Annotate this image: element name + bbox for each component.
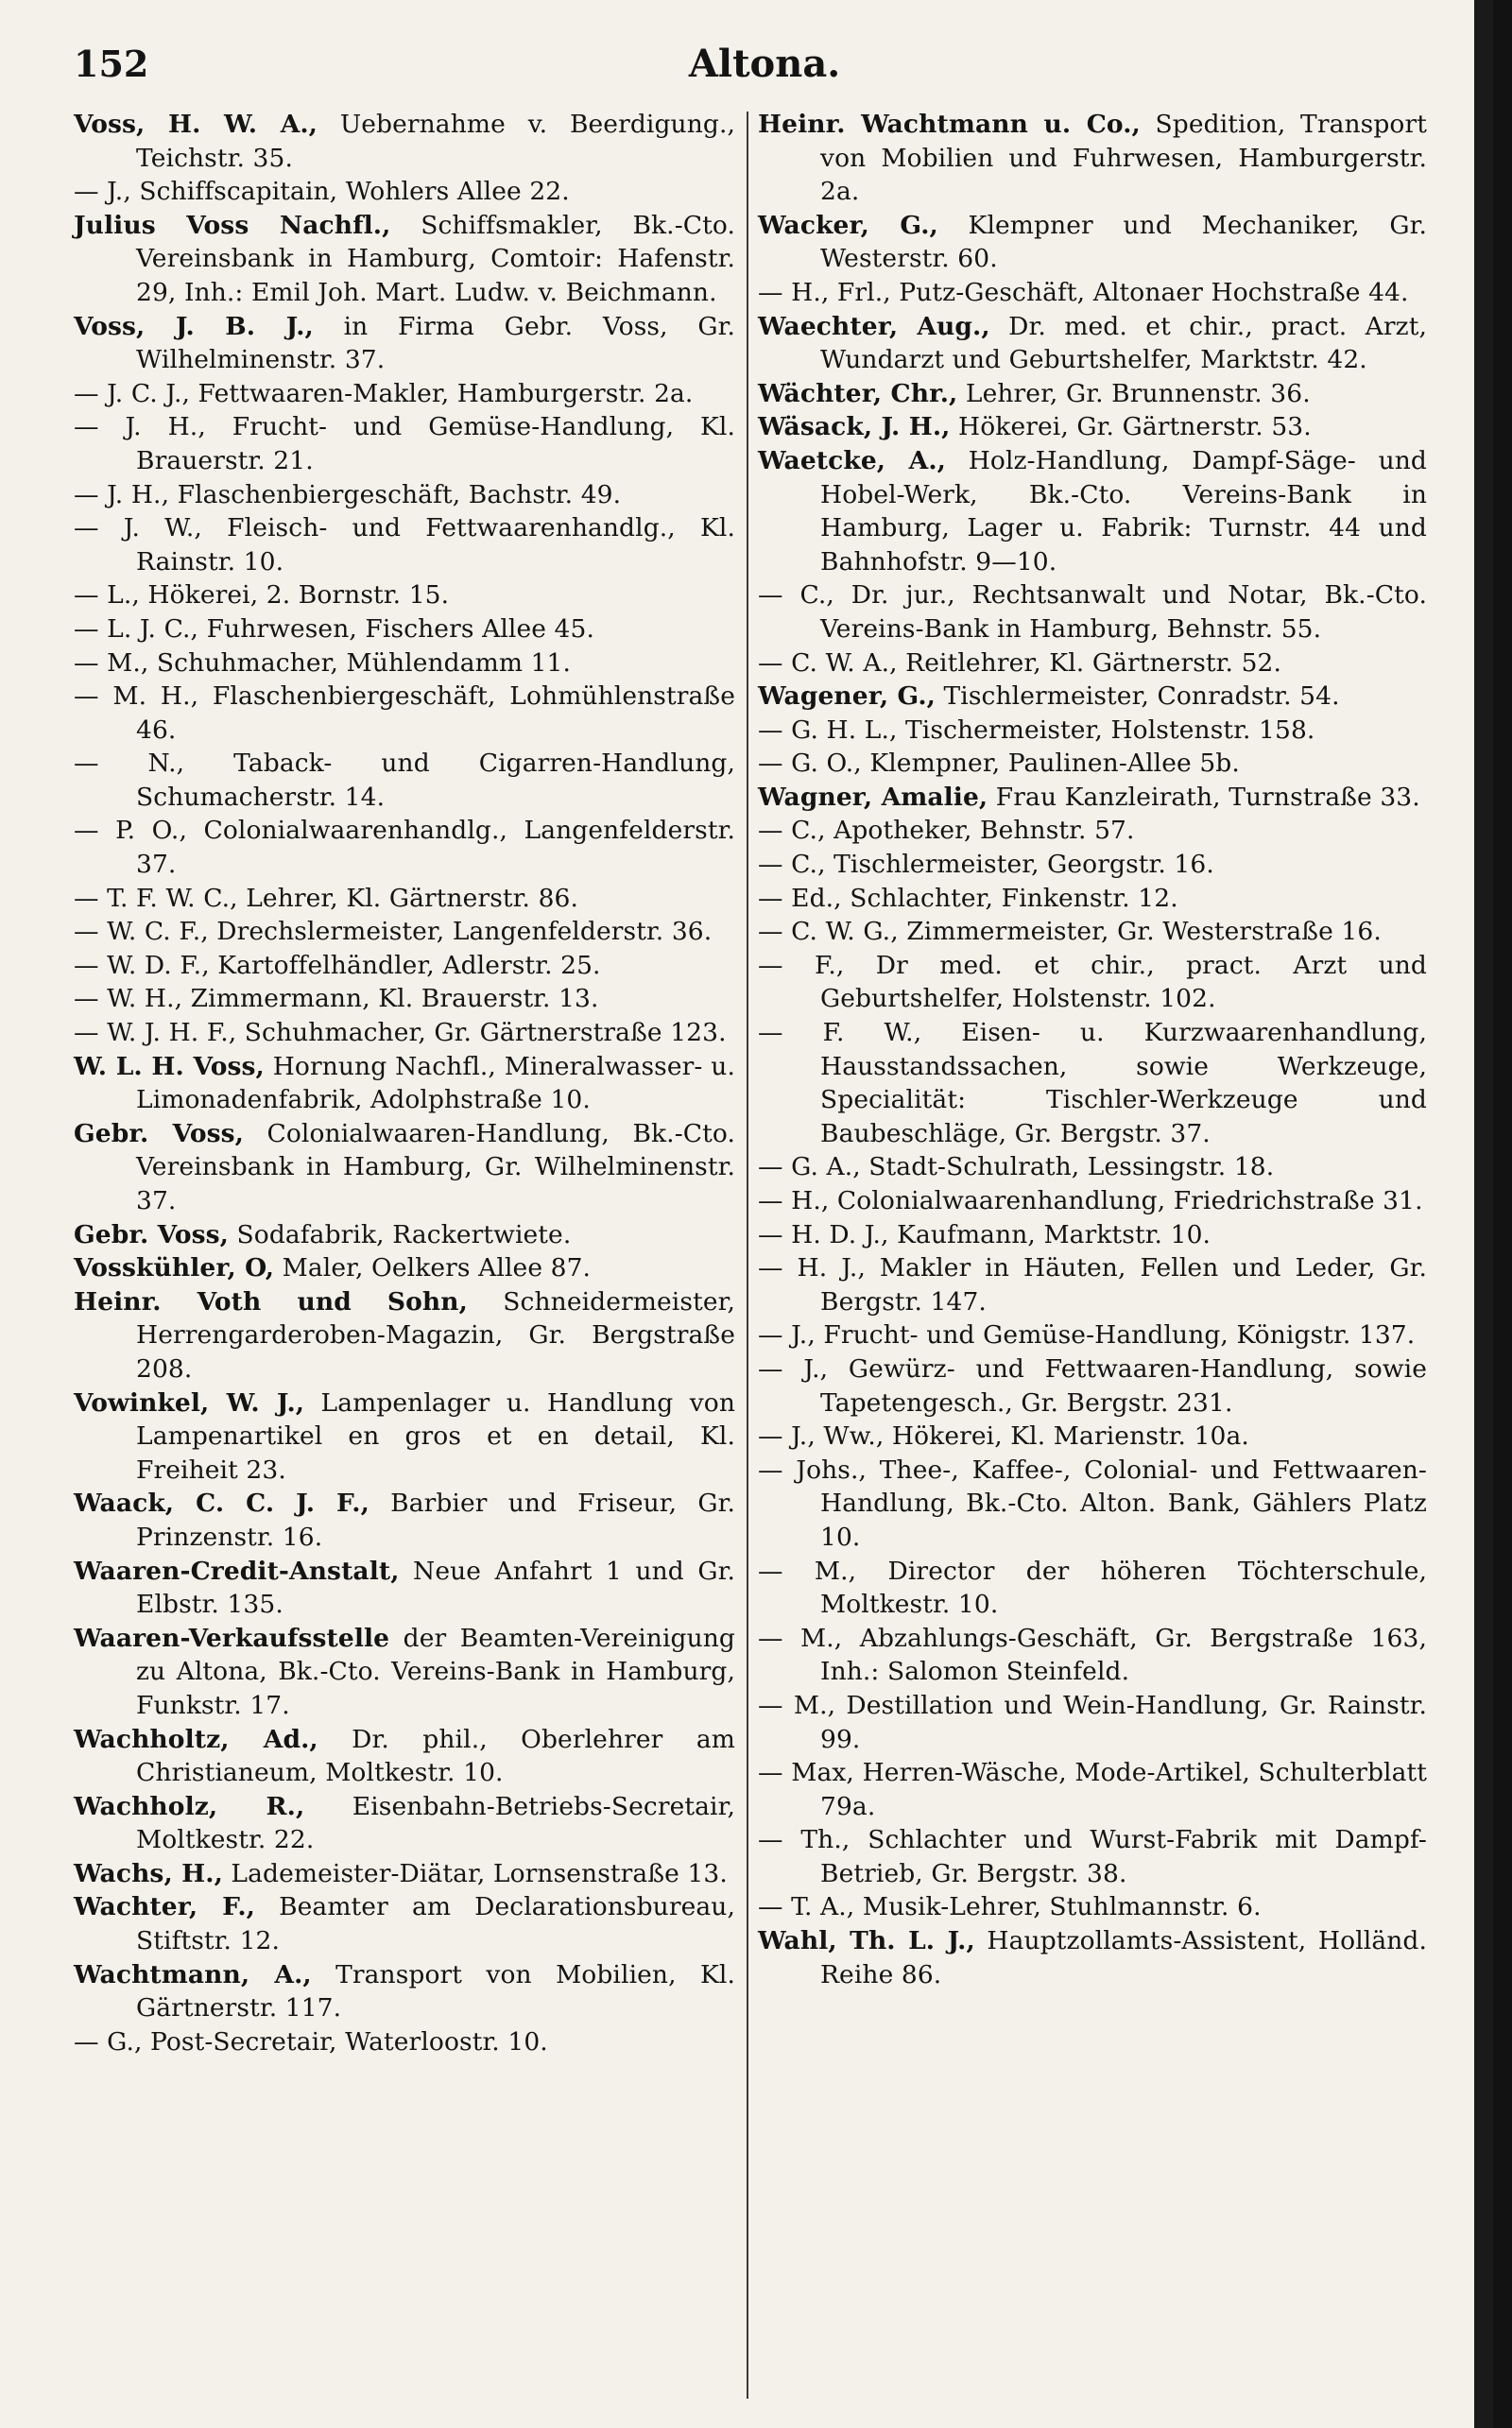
directory-entry	[74, 915, 735, 949]
entry-name: W. L. H. Voss,	[74, 1051, 265, 1081]
entry-details: — J., Schiffscapitain, Wohlers Allee 22.	[74, 177, 570, 207]
entry-name: Gebr. Voss,	[74, 1118, 244, 1148]
directory-entry	[758, 1689, 1427, 1756]
entry-details: Lademeister-Diätar, Lornsenstraße 13.	[222, 1858, 728, 1888]
entry-name: Wacker, G.,	[758, 210, 938, 240]
directory-entry	[758, 377, 1427, 411]
directory-entry	[74, 612, 735, 646]
entry-details: — M., Destillation und Wein-Handlung, Gr. Rainstr. 99.	[758, 1690, 1427, 1754]
entry-details: — J., Ww., Hökerei, Kl. Marienstr. 10a.	[758, 1421, 1249, 1452]
entry-details: — F. W., Eisen- u. Kurzwaarenhandlung, Hausstandssachen, sowie Werkzeuge, Specialität: Tischler-Werkzeuge und Baubeschläge, Gr. Bergstr. 37.	[758, 1018, 1427, 1148]
directory-entry	[758, 1890, 1427, 1924]
entry-name: Wachtmann, A.,	[74, 1959, 312, 1989]
entry-details: — J. H., Flaschenbiergeschäft, Bachstr. 49.	[74, 479, 622, 509]
directory-entry	[74, 646, 735, 680]
directory-entry	[74, 1487, 735, 1554]
directory-entry	[758, 1756, 1427, 1823]
entry-details: — G., Post-Secretair, Waterloostr. 10.	[74, 2026, 548, 2057]
directory-entry	[758, 1352, 1427, 1420]
entry-details: — J. H., Frucht- und Gemüse-Handlung, Kl. Brauerstr. 21.	[74, 412, 735, 475]
entry-details: — H., Colonialwaarenhandlung, Friedrichstraße 31.	[758, 1186, 1423, 1215]
entry-name: Gebr. Voss,	[74, 1219, 229, 1249]
entry-name: Heinr. Voth und Sohn,	[74, 1286, 468, 1317]
entry-details: Holz-Handlung, Dampf-Säge- und Hobel-Werk, Bk.-Cto. Vereins-Bank in Hamburg, Lager u. Fabrik: Turnstr. 44 und Bahnhofstr. 9—10.	[820, 445, 1427, 577]
directory-entry	[74, 680, 735, 747]
directory-entry	[758, 310, 1427, 377]
directory-entry	[74, 511, 735, 578]
entry-details: — M. H., Flaschenbiergeschäft, Lohmühlenstraße 46.	[74, 681, 735, 745]
entry-details: — M., Director der höheren Töchterschule, Moltkestr. 10.	[758, 1556, 1427, 1620]
entry-details: Maler, Oelkers Allee 87.	[274, 1253, 592, 1283]
directory-entry	[74, 1958, 735, 2025]
directory-entry	[74, 410, 735, 477]
entry-details: — L., Hökerei, 2. Bornstr. 15.	[74, 580, 450, 611]
entry-details: Colonialwaaren-Handlung, Bk.-Cto. Vereinsbank in Hamburg, Gr. Wilhelminenstr. 37.	[136, 1118, 735, 1215]
directory-entry	[74, 1890, 735, 1957]
entry-details: — M., Abzahlungs-Geschäft, Gr. Bergstraße 163, Inh.: Salomon Steinfeld.	[758, 1623, 1427, 1687]
entry-details: — J. C. J., Fettwaaren-Makler, Hamburgerstr. 2a.	[74, 378, 694, 408]
directory-entry	[758, 1622, 1427, 1689]
directory-entry	[74, 1016, 735, 1050]
entry-details: Spedition, Transport von Mobilien und Fuhrwesen, Hamburgerstr. 2a.	[820, 110, 1427, 207]
directory-entry	[74, 478, 735, 512]
entry-details: Klempner und Mechaniker, Gr. Westerstr. 60.	[820, 210, 1427, 274]
directory-entry	[758, 276, 1427, 310]
entry-details: — C., Tischlermeister, Georgstr. 16.	[758, 850, 1214, 880]
entry-details: — F., Dr med. et chir., pract. Arzt und Geburtshelfer, Holstenstr. 102.	[758, 950, 1427, 1014]
entry-details: Dr. med. et chir., pract. Arzt, Wundarzt und Geburtshelfer, Marktstr. 42.	[820, 311, 1427, 375]
entry-name: Wäsack, J. H.,	[758, 412, 951, 442]
entry-name: Wachholtz, Ad.,	[74, 1724, 318, 1754]
entry-details: — P. O., Colonialwaarenhandlg., Langenfelderstr. 37.	[74, 816, 735, 880]
entry-name: Wagener, G.,	[758, 681, 936, 712]
page-number: 152	[74, 43, 149, 85]
entry-name: Wachs, H.,	[74, 1858, 223, 1888]
directory-entry	[758, 1218, 1427, 1252]
entry-details: — Johs., Thee-, Kaffee-, Colonial- und Fettwaaren-Handlung, Bk.-Cto. Alton. Bank, Gählers Platz 10.	[758, 1455, 1427, 1552]
directory-entry	[758, 444, 1427, 578]
entry-details: Schiffsmakler, Bk.-Cto. Vereinsbank in Hamburg, Comtoir: Hafenstr. 29, Inh.: Emil Joh. Mart. Ludw. v. Beichmann.	[136, 210, 736, 307]
directory-entry	[74, 1117, 735, 1218]
directory-entry	[758, 578, 1427, 646]
entry-details: — W. J. H. F., Schuhmacher, Gr. Gärtnerstraße 123.	[74, 1018, 727, 1048]
entry-details: — W. D. F., Kartoffelhändler, Adlerstr. 25.	[74, 950, 601, 980]
entry-details: — C., Apotheker, Behnstr. 57.	[758, 816, 1135, 846]
entry-details: Schneidermeister, Herrengarderoben-Magazin, Gr. Bergstraße 208.	[136, 1286, 735, 1384]
entry-name: Waechter, Aug.,	[758, 311, 990, 341]
entry-details: Lampenlager u. Handlung von Lampenartikel en gros et en detail, Kl. Freiheit 23.	[136, 1387, 735, 1485]
entry-details: Transport von Mobilien, Kl. Gärtnerstr. 117.	[136, 1959, 735, 2023]
entry-details: — N., Taback- und Cigarren-Handlung, Schumacherstr. 14.	[74, 749, 735, 812]
directory-entry	[74, 1790, 735, 1857]
entry-details: — H. J., Makler in Häuten, Fellen und Leder, Gr. Bergstr. 147.	[758, 1253, 1427, 1317]
directory-entry	[758, 1184, 1427, 1218]
directory-entry	[74, 982, 735, 1016]
directory-entry	[758, 1150, 1427, 1184]
entry-name: Waack, C. C. J. F.,	[74, 1489, 369, 1519]
directory-entry	[74, 108, 735, 175]
directory-entry	[74, 1050, 735, 1117]
directory-entry	[758, 1454, 1427, 1555]
entry-details: — J., Gewürz- und Fettwaaren-Handlung, sowie Tapetengesch., Gr. Bergstr. 231.	[758, 1353, 1427, 1418]
directory-entry	[74, 1386, 735, 1488]
directory-entry	[74, 747, 735, 814]
book-spine-edge	[1474, 0, 1493, 2428]
entry-details: Frau Kanzleirath, Turnstraße 33.	[988, 782, 1420, 812]
running-title: Altona.	[688, 42, 841, 86]
entry-details: — C. W. G., Zimmermeister, Gr. Westerstraße 16.	[758, 917, 1382, 947]
directory-entry	[758, 1318, 1427, 1352]
entry-details: der Beamten-Vereinigung zu Altona, Bk.-Cto. Vereins-Bank in Hamburg, Funkstr. 17.	[136, 1623, 735, 1720]
left-column	[74, 108, 735, 2058]
right-column	[758, 108, 1427, 1991]
directory-entry	[74, 1622, 735, 1723]
entry-details: — H. D. J., Kaufmann, Marktstr. 10.	[758, 1219, 1211, 1249]
entry-details: — H., Frl., Putz-Geschäft, Altonaer Hochstraße 44.	[758, 277, 1409, 307]
entry-details: — G. A., Stadt-Schulrath, Lessingstr. 18.	[758, 1152, 1275, 1182]
entry-details: Sodafabrik, Rackertwiete.	[228, 1219, 572, 1249]
directory-entry	[758, 714, 1427, 748]
entry-details: Beamter am Declarationsbureau, Stiftstr. 12.	[136, 1892, 735, 1956]
directory-entry	[74, 209, 735, 310]
directory-entry	[758, 1555, 1427, 1622]
directory-entry	[74, 377, 735, 411]
directory-entry	[758, 680, 1427, 714]
entry-name: Voss, H. W. A.,	[74, 110, 318, 139]
entry-details: Eisenbahn-Betriebs-Secretair, Moltkestr. 22.	[136, 1791, 735, 1855]
directory-entry	[758, 1016, 1427, 1150]
page-header	[74, 38, 1455, 91]
entry-name: Voss, J. B. J.,	[74, 311, 314, 341]
directory-entry	[758, 1251, 1427, 1318]
entry-details: — C., Dr. jur., Rechtsanwalt und Notar, Bk.-Cto. Vereins-Bank in Hamburg, Behnstr. 55.	[758, 580, 1427, 644]
entry-details: — J., Frucht- und Gemüse-Handlung, Königstr. 137.	[758, 1320, 1416, 1351]
entry-details: — W. C. F., Drechslermeister, Langenfelderstr. 36.	[74, 917, 713, 947]
directory-entry	[758, 108, 1427, 209]
directory-entry	[74, 814, 735, 881]
entry-details: — J. W., Fleisch- und Fettwaarenhandlg., Kl. Rainstr. 10.	[74, 513, 735, 577]
entry-name: Waetcke, A.,	[758, 445, 946, 475]
directory-entry	[758, 209, 1427, 276]
entry-details: in Firma Gebr. Voss, Gr. Wilhelminenstr. 37.	[136, 311, 736, 375]
directory-entry	[758, 1420, 1427, 1454]
entry-details: Hökerei, Gr. Gärtnerstr. 53.	[950, 412, 1312, 442]
entry-details: — W. H., Zimmermann, Kl. Brauerstr. 13.	[74, 984, 599, 1014]
directory-entry	[758, 1823, 1427, 1890]
entry-details: — L. J. C., Fuhrwesen, Fischers Allee 45.	[74, 613, 594, 644]
directory-entry	[74, 882, 735, 916]
directory-entry	[758, 949, 1427, 1016]
directory-entry	[74, 578, 735, 612]
directory-entry	[74, 1723, 735, 1790]
entry-details: — G. O., Klempner, Paulinen-Allee 5b.	[758, 749, 1240, 779]
directory-entry	[74, 949, 735, 983]
directory-entry	[74, 175, 735, 209]
entry-details: Uebernahme v. Beerdigung., Teichstr. 35.	[136, 110, 735, 173]
entry-details: — T. A., Musik-Lehrer, Stuhlmannstr. 6.	[758, 1892, 1262, 1922]
entry-name: Julius Voss Nachfl.,	[74, 210, 391, 240]
directory-entry	[74, 1555, 735, 1622]
directory-entry	[74, 1857, 735, 1891]
entry-details: Neue Anfahrt 1 und Gr. Elbstr. 135.	[136, 1556, 735, 1620]
entry-details: — C. W. A., Reitlehrer, Kl. Gärtnerstr. 52.	[758, 647, 1282, 678]
directory-entry	[758, 848, 1427, 882]
directory-entry	[758, 646, 1427, 680]
entry-name: Wahl, Th. L. J.,	[758, 1926, 975, 1956]
entry-details: Tischlermeister, Conradstr. 54.	[935, 681, 1340, 712]
entry-name: Wagner, Amalie,	[758, 782, 988, 812]
entry-details: — M., Schuhmacher, Mühlendamm 11.	[74, 647, 572, 678]
entry-details: Dr. phil., Oberlehrer am Christianeum, Moltkestr. 10.	[136, 1724, 735, 1788]
entry-details: Hornung Nachfl., Mineralwasser- u. Limonadenfabrik, Adolphstraße 10.	[136, 1051, 735, 1115]
directory-entry	[74, 1218, 735, 1252]
directory-entry	[758, 915, 1427, 949]
directory-entry	[758, 882, 1427, 916]
entry-details: — G. H. L., Tischermeister, Holstenstr. 158.	[758, 715, 1315, 745]
directory-entry	[74, 1285, 735, 1386]
directory-entry	[758, 814, 1427, 848]
column-divider	[747, 112, 748, 2399]
directory-entry	[758, 747, 1427, 781]
entry-details: — Th., Schlachter und Wurst-Fabrik mit Dampf-Betrieb, Gr. Bergstr. 38.	[758, 1825, 1427, 1888]
directory-entry	[758, 781, 1427, 815]
entry-details: — T. F. W. C., Lehrer, Kl. Gärtnerstr. 86.	[74, 883, 579, 913]
entry-name: Waaren-Credit-Anstalt,	[74, 1556, 400, 1586]
directory-entry	[758, 410, 1427, 444]
directory-entry	[758, 1924, 1427, 1991]
entry-details: — Ed., Schlachter, Finkenstr. 12.	[758, 883, 1178, 913]
entry-name: Heinr. Wachtmann u. Co.,	[758, 110, 1141, 139]
entry-name: Wachter, F.,	[74, 1892, 255, 1922]
entry-details: Hauptzollamts-Assistent, Holländ. Reihe 86.	[820, 1926, 1427, 1989]
directory-entry	[74, 310, 735, 377]
entry-details: — Max, Herren-Wäsche, Mode-Artikel, Schulterblatt 79a.	[758, 1758, 1427, 1821]
entry-details: Barbier und Friseur, Gr. Prinzenstr. 16.	[136, 1489, 735, 1552]
entry-details: Lehrer, Gr. Brunnenstr. 36.	[957, 378, 1311, 408]
directory-entry	[74, 1251, 735, 1285]
directory-entry	[74, 2025, 735, 2059]
entry-name: Vosskühler, O,	[74, 1253, 275, 1283]
entry-name: Wachholz, R.,	[74, 1791, 305, 1821]
entry-name: Vowinkel, W. J.,	[74, 1387, 305, 1418]
entry-name: Wächter, Chr.,	[758, 378, 958, 408]
entry-name: Waaren-Verkaufsstelle	[74, 1623, 390, 1653]
